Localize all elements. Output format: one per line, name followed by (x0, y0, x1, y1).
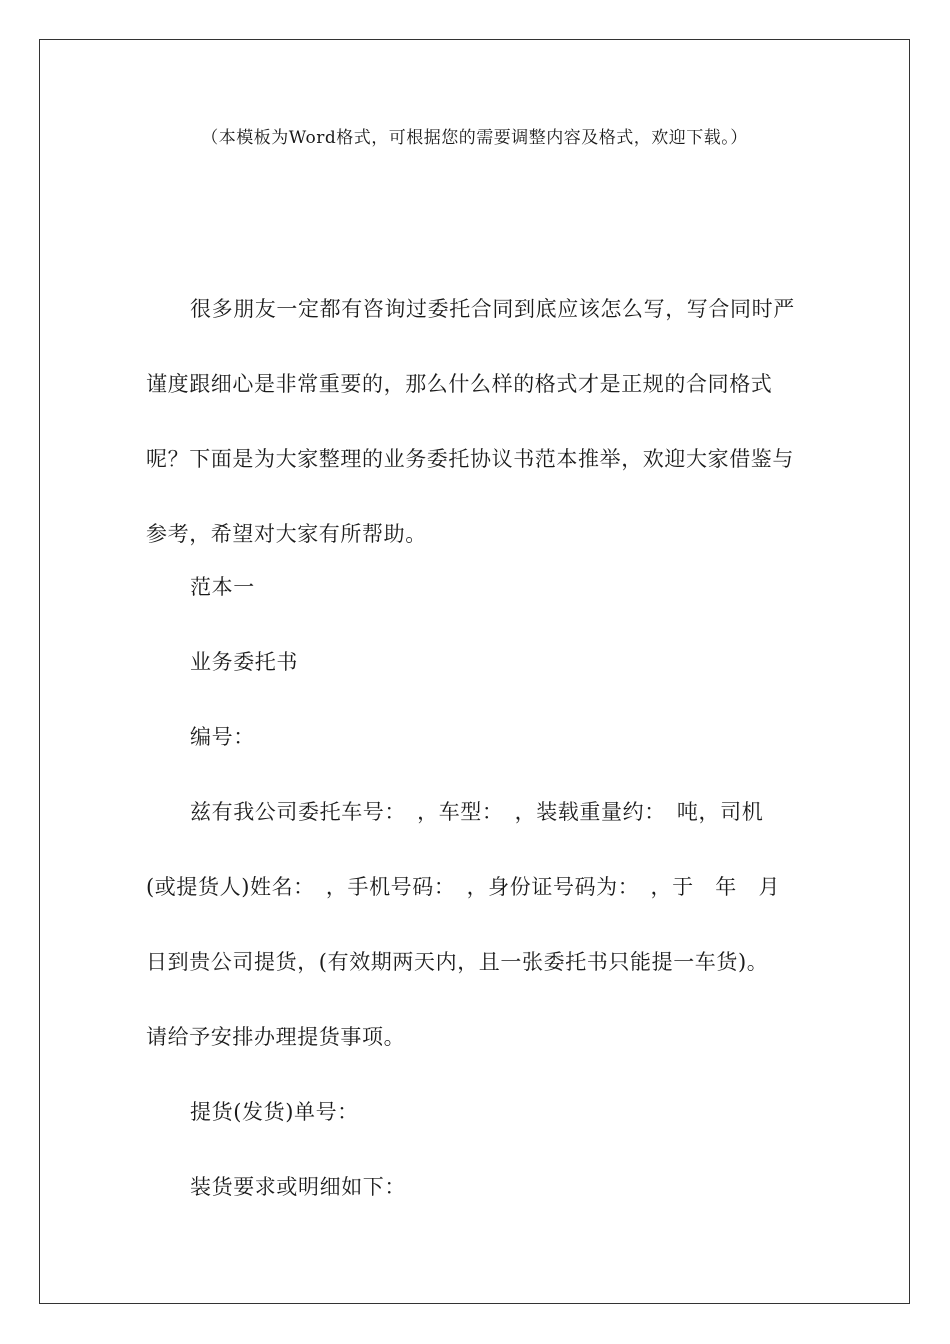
intro-paragraph: 很多朋友一定都有咨询过委托合同到底应该怎么写，写合同时严谨度跟细心是非常重要的，那么什么样的格式才是正规的合同格式呢？下面是为大家整理的业务委托协议书范本推举，欢迎大家借鉴与参考，希望对大家有所帮助。 (146, 297, 795, 546)
document-title: 业务委托书 (190, 650, 298, 674)
delivery-number-label: 提货(发货)单号： (190, 1100, 359, 1124)
clause-line-1: 兹有我公司委托车号： ，车型： ，装载重量约： 吨，司机 (190, 800, 764, 824)
loading-requirements-label: 装货要求或明细如下： (190, 1175, 406, 1199)
clause-line-3: 日到贵公司提货，(有效期两天内，且一张委托书只能提一车货)。 (146, 950, 769, 974)
page-border (39, 39, 910, 1304)
number-label: 编号： (190, 725, 255, 749)
clause-line-4: 请给予安排办理提货事项。 (146, 1025, 406, 1049)
sample-heading: 范本一 (190, 575, 255, 599)
template-note: （本模板为Word格式，可根据您的需要调整内容及格式，欢迎下载。） (201, 128, 748, 148)
clause-line-2: (或提货人)姓名： ，手机号码： ，身份证号码为： ，于 年 月 (146, 875, 781, 899)
